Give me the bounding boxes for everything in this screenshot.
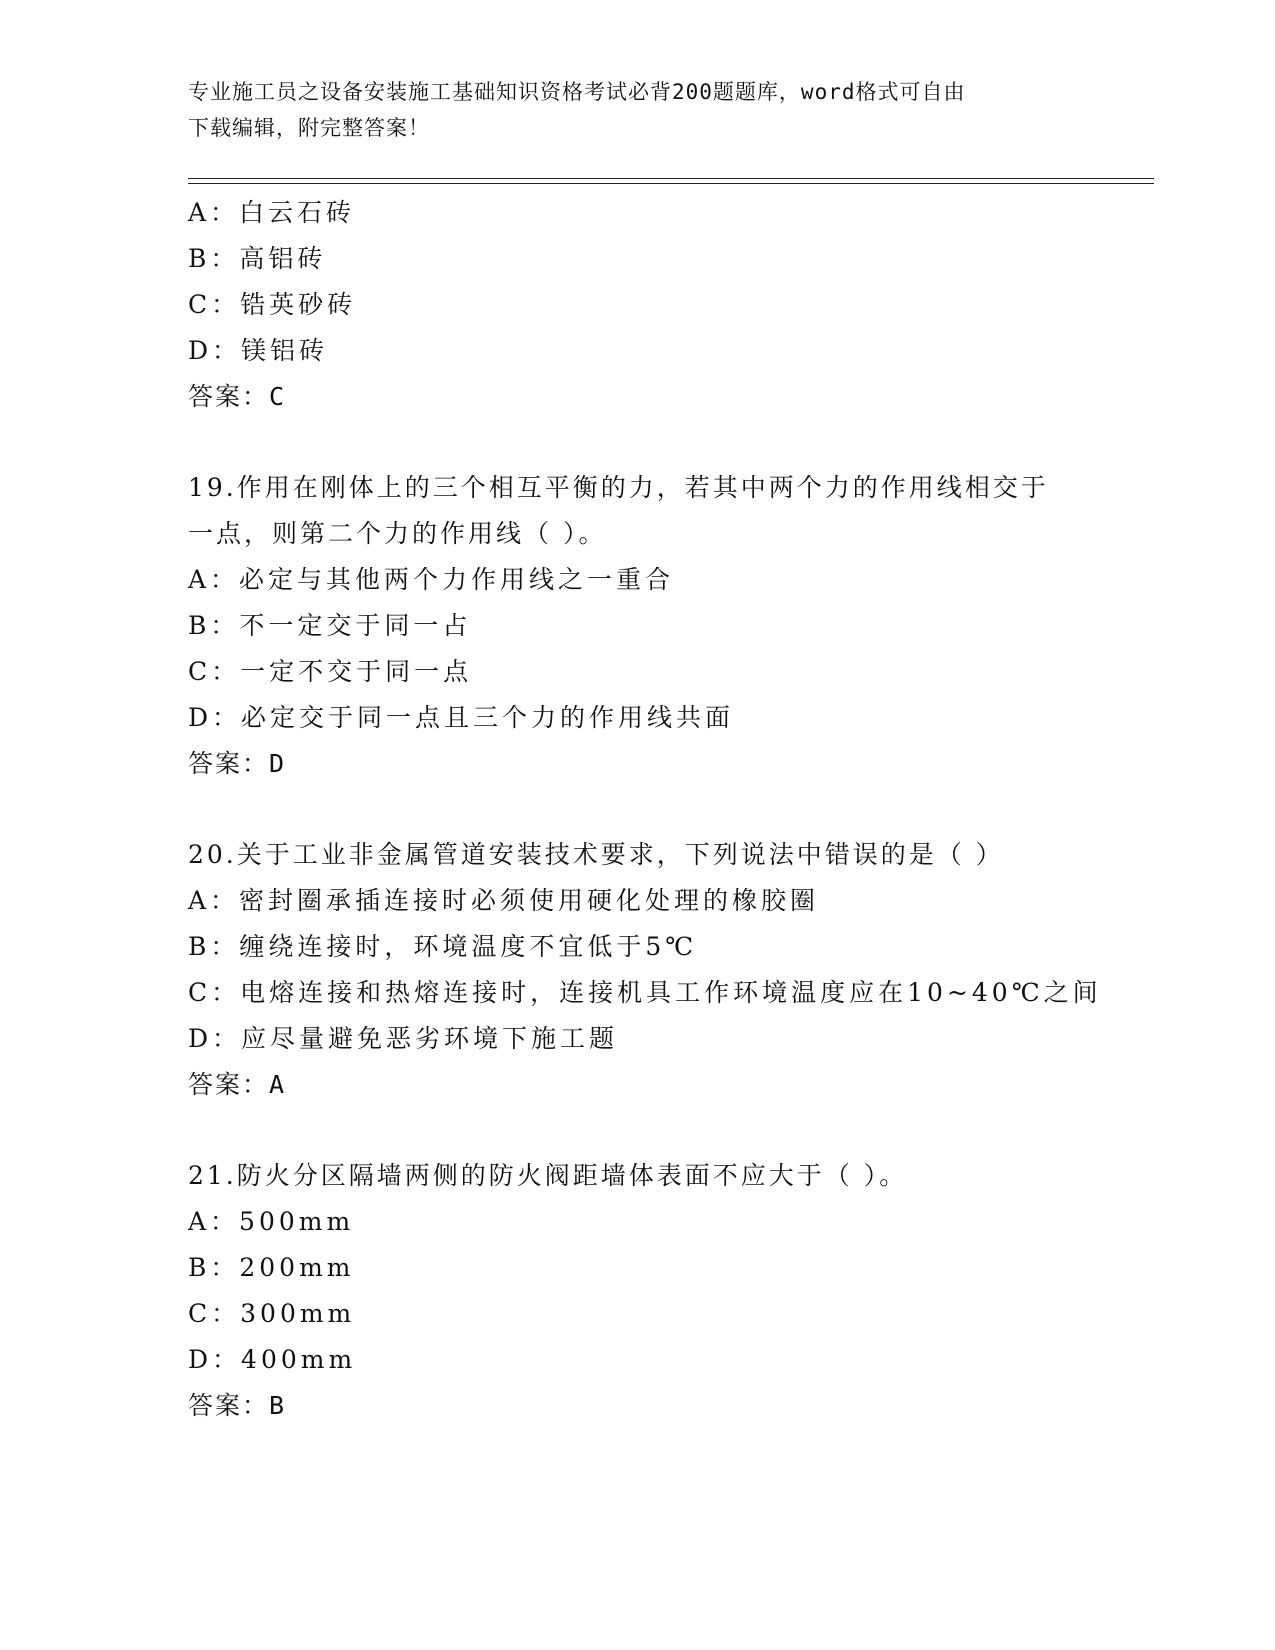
- answer: 答案：D: [188, 749, 287, 778]
- answer: 答案：C: [188, 382, 287, 411]
- question-18: [188, 190, 1168, 420]
- option-a: A：500mm: [188, 1207, 355, 1236]
- question-21: [188, 1153, 1168, 1429]
- option-d: D：应尽量避免恶劣环境下施工题: [188, 1024, 619, 1053]
- spacer: [188, 420, 1168, 465]
- option-a: A：必定与其他两个力作用线之一重合: [188, 565, 675, 594]
- question-list: [188, 190, 1168, 1429]
- spacer: [188, 1108, 1168, 1153]
- option-b: B：高铝砖: [188, 244, 327, 273]
- answer: 答案：A: [188, 1070, 287, 1099]
- question-stem: 19.作用在刚体上的三个相互平衡的力，若其中两个力的作用线相交于: [188, 473, 1049, 502]
- option-a: A：白云石砖: [188, 198, 356, 227]
- option-b: B：200mm: [188, 1253, 355, 1282]
- document-header: [188, 74, 1088, 146]
- option-c: C：一定不交于同一点: [188, 657, 473, 686]
- spacer: [188, 787, 1168, 832]
- header-divider-bottom: [188, 183, 1154, 184]
- option-b: B：不一定交于同一占: [188, 611, 472, 640]
- question-stem: 20.关于工业非金属管道安装技术要求，下列说法中错误的是（ ）: [188, 840, 1004, 869]
- question-stem-continued: 一点，则第二个力的作用线（ ）。: [188, 519, 607, 548]
- option-d: D：必定交于同一点且三个力的作用线共面: [188, 703, 735, 732]
- option-c: C：锆英砂砖: [188, 290, 357, 319]
- option-a: A：密封圈承插连接时必须使用硬化处理的橡胶圈: [188, 886, 820, 915]
- question-20: [188, 832, 1168, 1108]
- header-line-2: 下载编辑，附完整答案！: [188, 116, 430, 140]
- option-c: C：300mm: [188, 1299, 356, 1328]
- question-19: [188, 465, 1168, 787]
- option-c: C：电熔连接和热熔连接时，连接机具工作环境温度应在10~40℃之间: [188, 978, 1102, 1007]
- header-divider-top: [188, 178, 1154, 179]
- header-line-1: 专业施工员之设备安装施工基础知识资格考试必背200题题库，word格式可自由: [188, 80, 966, 104]
- option-b: B：缠绕连接时，环境温度不宜低于5℃: [188, 932, 698, 961]
- question-stem: 21.防火分区隔墙两侧的防火阀距墙体表面不应大于（ ）。: [188, 1161, 908, 1190]
- option-d: D：400mm: [188, 1345, 357, 1374]
- option-d: D：镁铝砖: [188, 336, 329, 365]
- answer: 答案：B: [188, 1391, 287, 1420]
